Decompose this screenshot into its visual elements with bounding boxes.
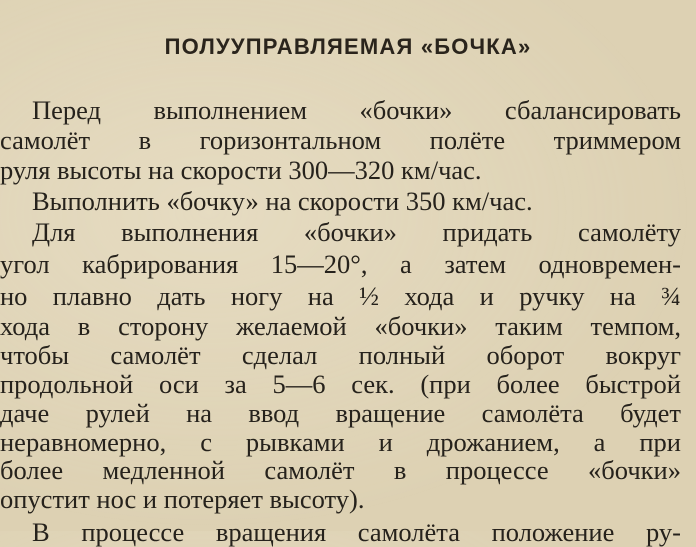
text-line: угол кабрирования 15—20°, а затем одновремен- xyxy=(0,249,681,279)
text-line-cut-off: В процессе вращения самолёта положение ру- xyxy=(32,517,681,547)
text-line: чтобы самолёт сделал полный оборот вокруг xyxy=(0,340,681,370)
text-line: Выполнить «бочку» на скорости 350 км/час. xyxy=(32,186,533,216)
text-line: опустит нос и потеряет высоту). xyxy=(0,484,365,514)
text-line: руля высоты на скорости 300—320 км/час. xyxy=(0,155,482,185)
text-line: хода в сторону желаемой «бочки» таким темпом, xyxy=(0,311,681,341)
text-line: Перед выполнением «бочки» сбалансировать xyxy=(32,95,681,125)
text-line: самолёт в горизонтальном полёте триммером xyxy=(0,125,681,155)
section-heading: ПОЛУУПРАВЛЯЕМАЯ «БОЧКА» xyxy=(164,34,532,59)
text-line: более медленной самолёт в процессе «бочки» xyxy=(0,455,681,485)
text-line: продольной оси за 5—6 сек. (при более быстрой xyxy=(0,369,681,399)
text-line: Для выполнения «бочки» придать самолёту xyxy=(32,217,681,247)
text-line: неравномерно, с рывками и дрожанием, а при xyxy=(0,427,681,457)
text-line: но плавно дать ногу на ½ хода и ручку на ¾ xyxy=(0,281,681,311)
text-line: даче рулей на ввод вращение самолёта будет xyxy=(0,398,681,428)
